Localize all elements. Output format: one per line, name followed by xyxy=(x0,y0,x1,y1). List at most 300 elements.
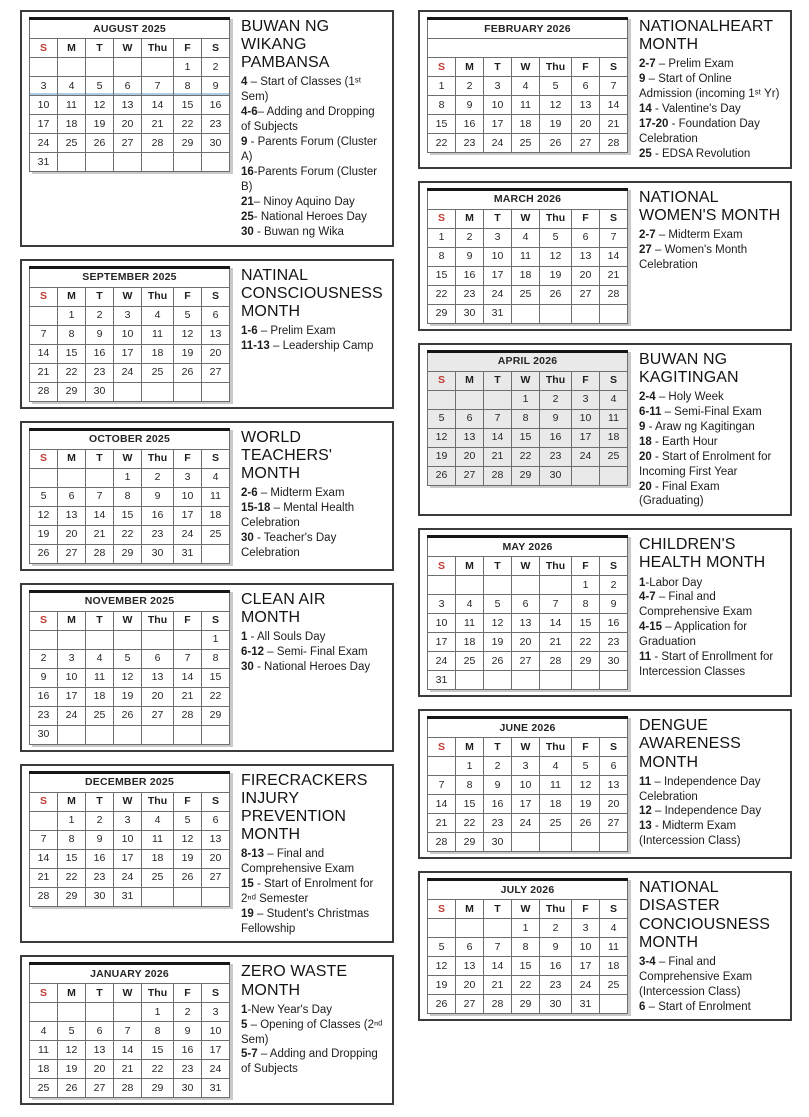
event-item xyxy=(639,228,784,243)
day-cell: 1 xyxy=(142,1003,174,1022)
day-cell xyxy=(484,671,512,690)
day-cell xyxy=(174,630,202,649)
week-row xyxy=(428,466,628,485)
day-cell: 27 xyxy=(456,995,484,1014)
day-cell: 6 xyxy=(202,811,230,830)
event-item xyxy=(241,486,386,501)
day-cell: 4 xyxy=(202,468,230,487)
header-gap-row xyxy=(428,39,628,58)
month-title-row xyxy=(30,772,230,792)
weekday-header: T xyxy=(86,449,114,468)
day-cell: 11 xyxy=(142,830,174,849)
day-cell: 18 xyxy=(600,957,628,976)
day-cell xyxy=(142,725,174,744)
week-row xyxy=(30,306,230,325)
day-cell: 5 xyxy=(174,811,202,830)
day-cell: 17 xyxy=(174,506,202,525)
day-cell: 18 xyxy=(142,344,174,363)
day-cell: 21 xyxy=(86,525,114,544)
day-cell: 13 xyxy=(600,776,628,795)
day-cell: 24 xyxy=(174,525,202,544)
weekday-header: T xyxy=(484,900,512,919)
weekday-header: S xyxy=(600,209,628,228)
week-row xyxy=(428,247,628,266)
day-cell: 9 xyxy=(484,776,512,795)
calendar-table xyxy=(427,188,628,324)
month-events xyxy=(639,878,784,1014)
weekday-header: T xyxy=(484,371,512,390)
day-cell: 30 xyxy=(484,833,512,852)
week-row xyxy=(428,957,628,976)
day-cell: 7 xyxy=(600,228,628,247)
day-cell: 28 xyxy=(86,544,114,563)
day-cell xyxy=(58,630,86,649)
weekday-header: Thu xyxy=(142,792,174,811)
day-cell: 26 xyxy=(428,995,456,1014)
day-cell: 12 xyxy=(428,957,456,976)
day-cell: 30 xyxy=(540,995,572,1014)
month-events xyxy=(241,266,386,354)
month-title: DECEMBER 2025 xyxy=(30,772,230,792)
day-cell: 4 xyxy=(142,306,174,325)
day-cell: 10 xyxy=(484,247,512,266)
day-cell: 30 xyxy=(30,725,58,744)
event-text: – Application for Graduation xyxy=(639,621,748,649)
month-events xyxy=(639,188,784,273)
weekday-header: W xyxy=(512,900,540,919)
day-cell: 8 xyxy=(572,595,600,614)
week-row xyxy=(30,725,230,744)
week-row xyxy=(428,614,628,633)
day-cell: 15 xyxy=(114,506,142,525)
day-cell xyxy=(174,725,202,744)
week-row xyxy=(30,468,230,487)
month-events xyxy=(639,535,784,680)
day-cell: 23 xyxy=(142,525,174,544)
day-cell: 5 xyxy=(484,595,512,614)
weekday-header-row xyxy=(30,39,230,58)
week-row xyxy=(30,830,230,849)
day-cell: 2 xyxy=(540,390,572,409)
week-row xyxy=(30,525,230,544)
day-cell: 25 xyxy=(202,525,230,544)
day-cell xyxy=(30,630,58,649)
weekday-header: Thu xyxy=(142,39,174,58)
day-cell: 12 xyxy=(86,96,114,115)
day-cell: 1 xyxy=(456,757,484,776)
day-cell: 1 xyxy=(174,58,202,77)
day-cell: 22 xyxy=(58,363,86,382)
day-cell: 19 xyxy=(484,633,512,652)
event-item xyxy=(639,1000,784,1015)
day-cell: 9 xyxy=(86,830,114,849)
day-cell: 7 xyxy=(30,325,58,344)
event-days: 6 xyxy=(639,1000,646,1013)
day-cell: 12 xyxy=(174,325,202,344)
week-row xyxy=(30,134,230,153)
day-cell: 16 xyxy=(600,614,628,633)
day-cell xyxy=(86,725,114,744)
day-cell: 1 xyxy=(512,390,540,409)
day-cell: 28 xyxy=(114,1079,142,1098)
event-text: – Start of Online Admission (incoming 1ˢᵗ Yr) xyxy=(639,73,780,101)
day-cell: 24 xyxy=(512,814,540,833)
day-cell: 16 xyxy=(86,849,114,868)
weekday-header: W xyxy=(512,557,540,576)
weekday-header-row xyxy=(428,900,628,919)
day-cell xyxy=(456,390,484,409)
day-cell: 19 xyxy=(86,115,114,134)
event-item xyxy=(241,907,386,937)
day-cell: 28 xyxy=(30,887,58,906)
day-cell: 9 xyxy=(540,938,572,957)
events-title: NATIONALHEART MONTH xyxy=(639,18,773,54)
day-cell: 20 xyxy=(456,447,484,466)
day-cell: 11 xyxy=(86,668,114,687)
week-row xyxy=(30,382,230,401)
month-title-row xyxy=(428,537,628,557)
day-cell xyxy=(86,630,114,649)
day-cell xyxy=(142,58,174,77)
day-cell: 8 xyxy=(456,776,484,795)
day-cell: 13 xyxy=(572,247,600,266)
weekday-header: W xyxy=(512,209,540,228)
weekday-header: S xyxy=(428,900,456,919)
day-cell: 28 xyxy=(600,285,628,304)
day-cell: 11 xyxy=(512,247,540,266)
weekday-header: T xyxy=(86,287,114,306)
day-cell xyxy=(202,544,230,563)
day-cell: 13 xyxy=(456,957,484,976)
event-item xyxy=(241,324,386,339)
day-cell: 5 xyxy=(572,757,600,776)
day-cell xyxy=(142,887,174,906)
month-title: JULY 2026 xyxy=(428,880,628,900)
day-cell: 15 xyxy=(512,428,540,447)
event-days: 30 xyxy=(241,531,254,544)
weekday-header: W xyxy=(512,371,540,390)
day-cell: 13 xyxy=(114,96,142,115)
event-days: 3-4 xyxy=(639,955,656,968)
day-cell: 4 xyxy=(86,649,114,668)
day-cell: 25 xyxy=(512,134,540,153)
day-cell: 31 xyxy=(572,995,600,1014)
day-cell: 8 xyxy=(428,96,456,115)
event-item xyxy=(241,210,386,225)
event-item xyxy=(241,501,386,531)
month-events xyxy=(639,17,784,162)
weekday-header: S xyxy=(202,39,230,58)
event-days: 5-7 xyxy=(241,1048,258,1061)
weekday-header: M xyxy=(58,287,86,306)
weekday-header: F xyxy=(174,611,202,630)
header-gap xyxy=(428,39,628,58)
day-cell: 16 xyxy=(456,115,484,134)
day-cell: 2 xyxy=(86,306,114,325)
day-cell: 15 xyxy=(58,849,86,868)
month-calendar xyxy=(427,716,628,852)
day-cell: 29 xyxy=(572,652,600,671)
weekday-header: F xyxy=(572,371,600,390)
calendar-table xyxy=(427,878,628,1014)
day-cell xyxy=(540,671,572,690)
day-cell: 7 xyxy=(86,487,114,506)
event-text: – Midterm Exam xyxy=(655,228,743,241)
day-cell: 25 xyxy=(456,652,484,671)
day-cell: 5 xyxy=(174,306,202,325)
day-cell: 21 xyxy=(114,1060,142,1079)
day-cell: 1 xyxy=(428,228,456,247)
day-cell: 31 xyxy=(174,544,202,563)
day-cell: 9 xyxy=(174,1022,202,1041)
day-cell: 19 xyxy=(428,447,456,466)
event-days: 17-20 xyxy=(639,117,669,130)
weekday-header: S xyxy=(202,449,230,468)
day-cell xyxy=(428,757,456,776)
day-cell xyxy=(512,576,540,595)
event-text: – Final and Comprehensive Exam (Intercession Class) xyxy=(639,955,753,998)
weekday-header: Thu xyxy=(540,58,572,77)
month-block xyxy=(418,343,792,517)
day-cell xyxy=(114,153,142,172)
week-row xyxy=(30,811,230,830)
event-text: – Holy Week xyxy=(655,390,724,403)
event-text: - National Heroes Day xyxy=(253,660,371,673)
day-cell: 31 xyxy=(428,671,456,690)
day-cell: 11 xyxy=(202,487,230,506)
weekday-header: M xyxy=(58,39,86,58)
event-text: - EDSA Revolution xyxy=(651,147,751,160)
weekday-header: S xyxy=(202,792,230,811)
day-cell: 22 xyxy=(512,447,540,466)
weekday-header: M xyxy=(456,557,484,576)
week-row xyxy=(428,833,628,852)
day-cell: 31 xyxy=(484,304,512,323)
day-cell: 16 xyxy=(484,795,512,814)
month-block xyxy=(418,709,792,859)
day-cell: 16 xyxy=(540,428,572,447)
weekday-header: M xyxy=(58,792,86,811)
day-cell xyxy=(114,58,142,77)
day-cell xyxy=(142,630,174,649)
day-cell: 26 xyxy=(174,868,202,887)
month-calendar xyxy=(427,350,628,486)
day-cell: 19 xyxy=(30,525,58,544)
day-cell: 17 xyxy=(572,957,600,976)
day-cell: 6 xyxy=(572,228,600,247)
day-cell: 19 xyxy=(174,344,202,363)
weekday-header: T xyxy=(86,39,114,58)
day-cell: 29 xyxy=(512,995,540,1014)
day-cell: 28 xyxy=(174,706,202,725)
week-row xyxy=(428,285,628,304)
day-cell: 7 xyxy=(540,595,572,614)
weekday-header: T xyxy=(86,984,114,1003)
day-cell: 26 xyxy=(58,1079,86,1098)
day-cell: 11 xyxy=(142,325,174,344)
day-cell: 10 xyxy=(202,1022,230,1041)
week-row xyxy=(428,652,628,671)
day-cell: 27 xyxy=(86,1079,114,1098)
day-cell: 29 xyxy=(58,382,86,401)
day-cell: 22 xyxy=(58,868,86,887)
event-item xyxy=(639,72,784,102)
day-cell: 15 xyxy=(572,614,600,633)
day-cell: 7 xyxy=(484,938,512,957)
day-cell: 17 xyxy=(572,428,600,447)
day-cell: 6 xyxy=(456,938,484,957)
week-row xyxy=(30,153,230,172)
events-title: CLEAN AIR MONTH xyxy=(241,590,326,626)
event-days: 15 xyxy=(241,877,254,890)
day-cell xyxy=(484,390,512,409)
day-cell: 14 xyxy=(86,506,114,525)
event-item xyxy=(241,531,386,561)
day-cell: 28 xyxy=(30,382,58,401)
day-cell: 2 xyxy=(484,757,512,776)
event-item xyxy=(639,102,784,117)
month-calendar xyxy=(29,428,230,564)
day-cell: 7 xyxy=(142,77,174,96)
day-cell: 23 xyxy=(484,814,512,833)
day-cell: 28 xyxy=(428,833,456,852)
day-cell: 13 xyxy=(456,428,484,447)
day-cell: 21 xyxy=(428,814,456,833)
day-cell: 22 xyxy=(202,687,230,706)
day-cell: 23 xyxy=(30,706,58,725)
day-cell: 3 xyxy=(114,306,142,325)
week-row xyxy=(30,687,230,706)
day-cell xyxy=(30,468,58,487)
weekday-header: S xyxy=(600,738,628,757)
events-title: NATIONAL WOMEN'S MONTH xyxy=(639,188,781,224)
event-days: 2-4 xyxy=(639,390,656,403)
week-row xyxy=(428,409,628,428)
day-cell: 17 xyxy=(30,115,58,134)
month-title-row xyxy=(30,19,230,39)
event-item xyxy=(639,576,784,591)
day-cell: 6 xyxy=(600,757,628,776)
day-cell: 3 xyxy=(30,77,58,96)
weekday-header: S xyxy=(30,611,58,630)
day-cell: 19 xyxy=(174,849,202,868)
weekday-header: S xyxy=(428,371,456,390)
day-cell xyxy=(86,153,114,172)
event-item xyxy=(639,775,784,805)
weekday-header-row xyxy=(30,792,230,811)
month-events xyxy=(241,771,386,937)
day-cell: 7 xyxy=(114,1022,142,1041)
day-cell: 11 xyxy=(512,96,540,115)
day-cell: 25 xyxy=(58,134,86,153)
event-text: – Leadership Camp xyxy=(269,339,374,352)
day-cell: 17 xyxy=(512,795,540,814)
event-item xyxy=(639,804,784,819)
day-cell: 2 xyxy=(456,77,484,96)
month-title: AUGUST 2025 xyxy=(30,19,230,39)
month-title: MARCH 2026 xyxy=(428,189,628,209)
event-text: – Women's Month Celebration xyxy=(639,243,748,271)
day-cell: 10 xyxy=(428,614,456,633)
month-events xyxy=(639,716,784,849)
month-block xyxy=(20,259,394,409)
month-calendar xyxy=(29,962,230,1098)
month-calendar xyxy=(427,535,628,690)
day-cell: 11 xyxy=(58,96,86,115)
day-cell xyxy=(30,811,58,830)
day-cell: 15 xyxy=(202,668,230,687)
day-cell: 26 xyxy=(540,285,572,304)
week-row xyxy=(30,344,230,363)
day-cell: 23 xyxy=(174,1060,202,1079)
day-cell: 3 xyxy=(174,468,202,487)
day-cell: 23 xyxy=(540,447,572,466)
day-cell: 2 xyxy=(174,1003,202,1022)
day-cell: 16 xyxy=(142,506,174,525)
day-cell: 1 xyxy=(58,811,86,830)
day-cell: 26 xyxy=(540,134,572,153)
week-row xyxy=(30,1003,230,1022)
day-cell: 18 xyxy=(86,687,114,706)
month-block xyxy=(418,10,792,169)
event-days: 30 xyxy=(241,225,254,238)
day-cell: 21 xyxy=(600,115,628,134)
event-item xyxy=(639,420,784,435)
day-cell: 1 xyxy=(572,576,600,595)
event-text: – Final and Comprehensive Exam xyxy=(241,847,355,875)
event-text: - Valentine's Day xyxy=(651,102,741,115)
week-row xyxy=(30,96,230,115)
month-title: APRIL 2026 xyxy=(428,351,628,371)
day-cell: 29 xyxy=(428,304,456,323)
month-events xyxy=(241,428,386,561)
day-cell: 2 xyxy=(456,228,484,247)
day-cell: 12 xyxy=(30,506,58,525)
day-cell: 2 xyxy=(202,58,230,77)
month-calendar xyxy=(29,771,230,907)
event-text: - All Souls Day xyxy=(247,630,326,643)
day-cell: 13 xyxy=(512,614,540,633)
event-text: – Prelim Exam xyxy=(257,324,336,337)
month-title-row xyxy=(428,718,628,738)
weekday-header: T xyxy=(484,209,512,228)
event-days: 11 xyxy=(639,775,652,788)
week-row xyxy=(30,868,230,887)
day-cell: 21 xyxy=(540,633,572,652)
day-cell: 1 xyxy=(428,77,456,96)
week-row xyxy=(428,447,628,466)
events-title: ZERO WASTE MONTH xyxy=(241,963,348,999)
week-row xyxy=(30,887,230,906)
day-cell: 21 xyxy=(484,447,512,466)
day-cell xyxy=(142,382,174,401)
day-cell: 15 xyxy=(142,1041,174,1060)
calendar-table xyxy=(427,350,628,486)
week-row xyxy=(30,544,230,563)
month-title: SEPTEMBER 2025 xyxy=(30,267,230,287)
day-cell: 18 xyxy=(202,506,230,525)
event-text: - Araw ng Kagitingan xyxy=(645,420,755,433)
day-cell: 5 xyxy=(428,409,456,428)
day-cell xyxy=(484,576,512,595)
day-cell: 18 xyxy=(456,633,484,652)
day-cell: 20 xyxy=(142,687,174,706)
calendar-table xyxy=(427,17,628,153)
day-cell xyxy=(202,887,230,906)
day-cell: 4 xyxy=(540,757,572,776)
day-cell: 31 xyxy=(202,1079,230,1098)
event-days: 30 xyxy=(241,660,254,673)
